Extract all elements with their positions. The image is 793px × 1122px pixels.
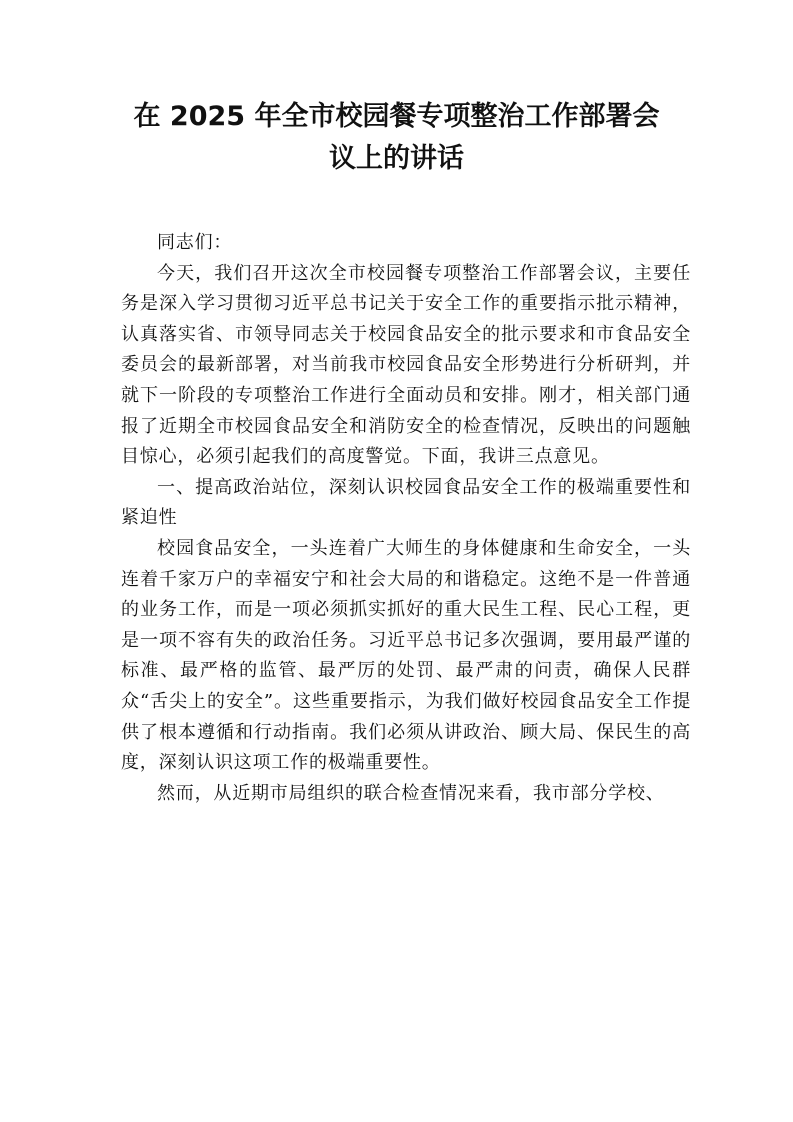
paragraph-continuation: 然而，从近期市局组织的联合检查情况来看，我市部分学校、 bbox=[157, 782, 665, 804]
document-body bbox=[121, 228, 691, 809]
document-title-line-2: 议上的讲话 bbox=[329, 143, 464, 174]
document-title-line-1: 在 2025 年全市校园餐专项整治工作部署会 bbox=[133, 101, 660, 132]
section-heading-1: 一、提高政治站位，深刻认识校园食品安全工作的极端重要性和紧迫性 bbox=[121, 476, 691, 529]
salutation: 同志们： bbox=[157, 232, 233, 253]
paragraph-section-1: 校园食品安全，一头连着广大师生的身体健康和生命安全，一头连着千家万户的幸福安宁和社会大局的和谐稳定。这绝不是一件普通的业务工作，而是一项必须抓实抓好的重大民生工程、民心工程，更是一项不容有失的政治任务。习近平总书记多次强调，要用最严谨的标准、最严格的监管、最严厉的处罚、最严肃的问责，确保人民群众“舌尖上的安全”。这些重要指示，为我们做好校园食品安全工作提供了根本遵循和行动指南。我们必须从讲政治、顾大局、保民生的高度，深刻认识这项工作的极端重要性。 bbox=[121, 537, 691, 774]
paragraph-intro: 今天，我们召开这次全市校园餐专项整治工作部署会议，主要任务是深入学习贯彻习近平总书记关于安全工作的重要指示批示精神，认真落实省、市领导同志关于校园食品安全的批示要求和市食品安全委员会的最新部署，对当前我市校园食品安全形势进行分析研判，并就下一阶段的专项整治工作进行全面动员和安排。刚才，相关部门通报了近期全市校园食品安全和消防安全的检查情况，反映出的问题触目惊心，必须引起我们的高度警觉。下面，我讲三点意见。 bbox=[121, 262, 691, 468]
